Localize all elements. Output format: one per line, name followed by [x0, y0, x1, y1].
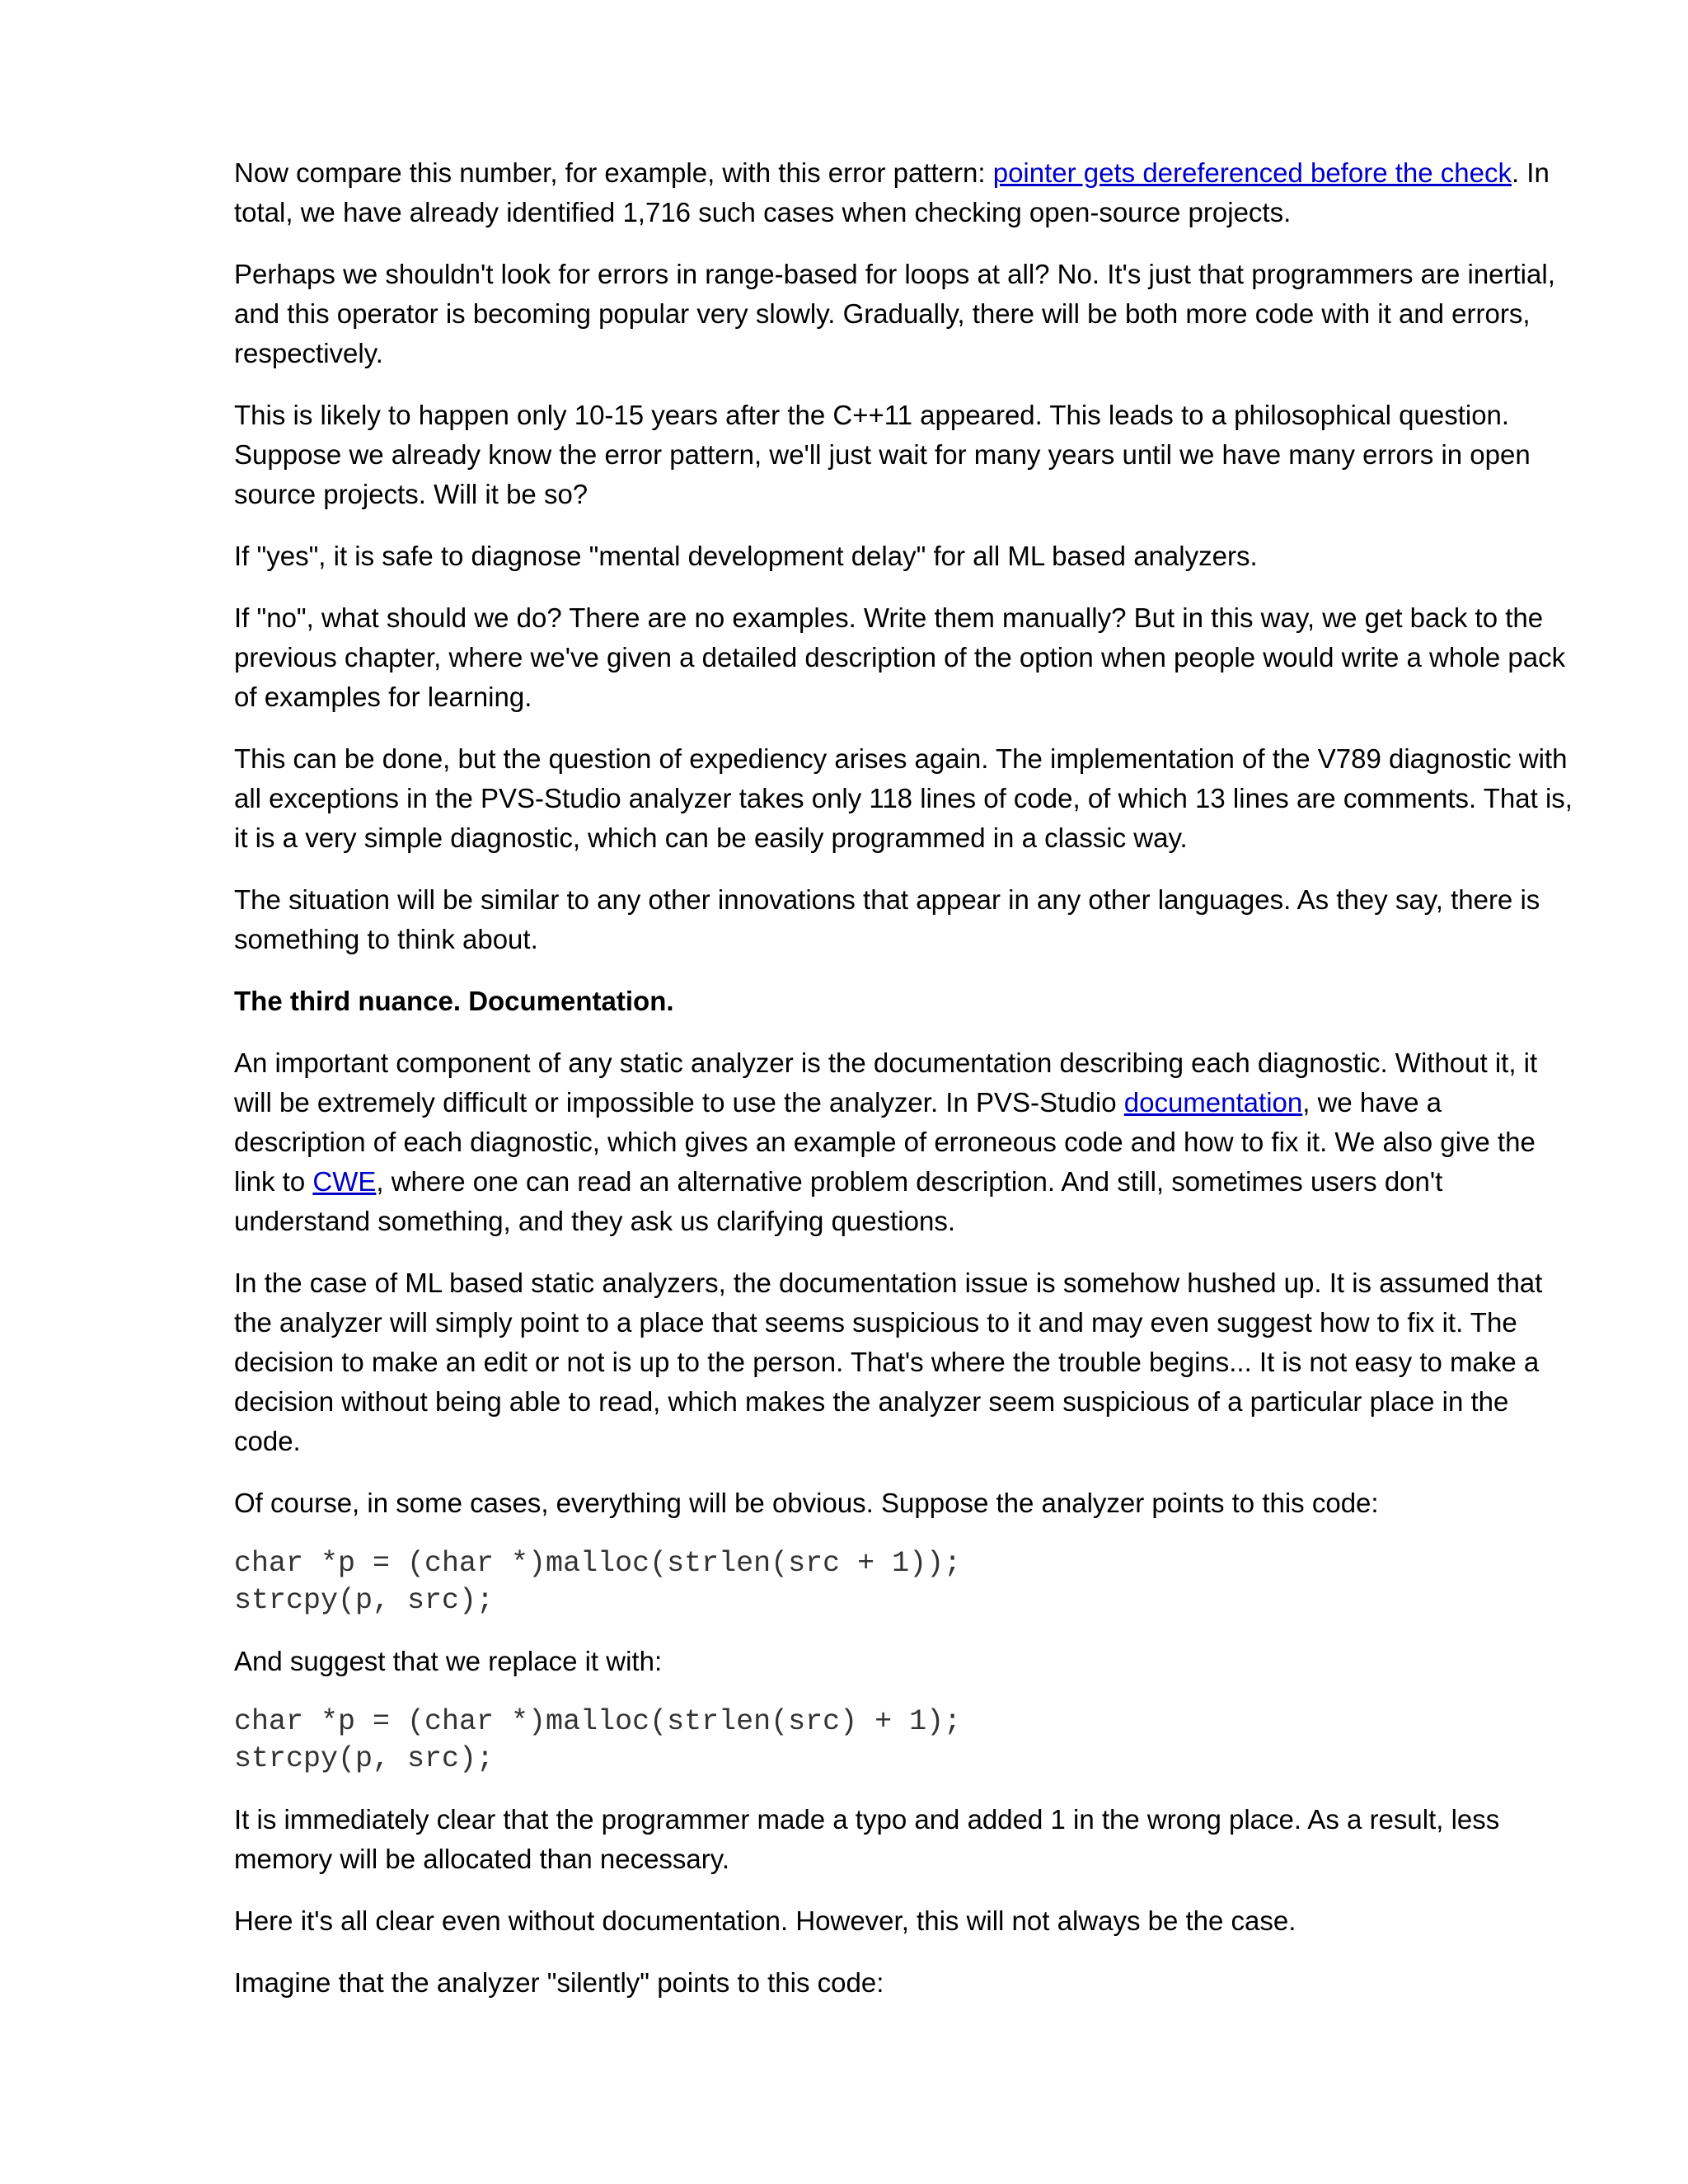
paragraph-5: If "no", what should we do? There are no examples. Write them manually? But in this way, we get back to the previous chapter, where we've given a detailed description of the option when people would write a whole pack of examples for learning.: [234, 602, 1566, 712]
code-block-1: [234, 1545, 1579, 1619]
link-pointer-dereferenced[interactable]: pointer gets dereferenced before the check: [992, 157, 1512, 188]
paragraph-11: And suggest that we replace it with:: [234, 1646, 663, 1676]
code-line: strcpy(p, src);: [234, 1584, 495, 1617]
paragraph-8-text-1: An important component of any static analyzer is the documentation describing each diagnostic. Without it, it will be extremely difficult or impossible to use the analyzer. In PVS-Studio: [234, 1047, 1538, 1118]
paragraph-1: [234, 153, 1579, 232]
paragraph-8-text-2: , we have a description of each diagnostic, which gives an example of erroneous code and how to fix it. We also give the link to: [234, 1087, 1536, 1197]
code-line: char *p = (char *)malloc(strlen(src + 1));: [234, 1547, 962, 1580]
paragraph-1-text-after: . In total, we have already identified 1,716 such cases when checking open-source projects.: [234, 157, 1550, 227]
paragraph-9: In the case of ML based static analyzers, the documentation issue is somehow hushed up. It is assumed that the analyzer will simply point to a place that seems suspicious to it and may even suggest how to fix it. The decision to make an edit or not is up to the person. That's where the trouble begins... It is not easy to make a decision without being able to read, which makes the analyzer seem suspicious of a particular place in the code.: [234, 1268, 1543, 1456]
link-cwe[interactable]: CWE: [312, 1166, 377, 1197]
code-line: strcpy(p, src);: [234, 1742, 495, 1775]
paragraph-7: The situation will be similar to any other innovations that appear in any other languages. As they say, there is something to think about.: [234, 884, 1540, 954]
paragraph-13: Here it's all clear even without documentation. However, this will not always be the case.: [234, 1905, 1296, 1936]
document-page: [234, 153, 1579, 2025]
paragraph-2: Perhaps we shouldn't look for errors in range-based for loops at all? No. It's just that programmers are inertial, and this operator is becoming popular very slowly. Gradually, there will be both more code with it and errors, respectively.: [234, 259, 1555, 368]
link-documentation[interactable]: documentation: [1123, 1087, 1303, 1118]
paragraph-10: Of course, in some cases, everything will be obvious. Suppose the analyzer points to this code:: [234, 1488, 1379, 1518]
paragraph-3: This is likely to happen only 10-15 years after the C++11 appeared. This leads to a philosophical question. Suppose we already know the error pattern, we'll just wait for many years until we have many errors in open source projects. Will it be so?: [234, 400, 1531, 509]
paragraph-8-text-3: , where one can read an alternative problem description. And still, sometimes users don't understand something, and they ask us clarifying questions.: [234, 1166, 1443, 1236]
paragraph-6: This can be done, but the question of expediency arises again. The implementation of the V789 diagnostic with all exceptions in the PVS-Studio analyzer takes only 118 lines of code, of which 13 lines are comments. That is, it is a very simple diagnostic, which can be easily programmed in a classic way.: [234, 743, 1573, 853]
paragraph-1-text-before: Now compare this number, for example, with this error pattern:: [234, 157, 993, 188]
paragraph-4: If "yes", it is safe to diagnose "mental development delay" for all ML based analyzers.: [234, 541, 1258, 571]
paragraph-12: It is immediately clear that the programmer made a typo and added 1 in the wrong place. As a result, less memory will be allocated than necessary.: [234, 1804, 1500, 1874]
paragraph-14: Imagine that the analyzer "silently" points to this code:: [234, 1967, 884, 1998]
paragraph-8: [234, 1043, 1579, 1241]
section-heading: The third nuance. Documentation.: [234, 986, 674, 1016]
code-block-2: [234, 1704, 1579, 1778]
code-line: char *p = (char *)malloc(strlen(src) + 1);: [234, 1705, 962, 1738]
